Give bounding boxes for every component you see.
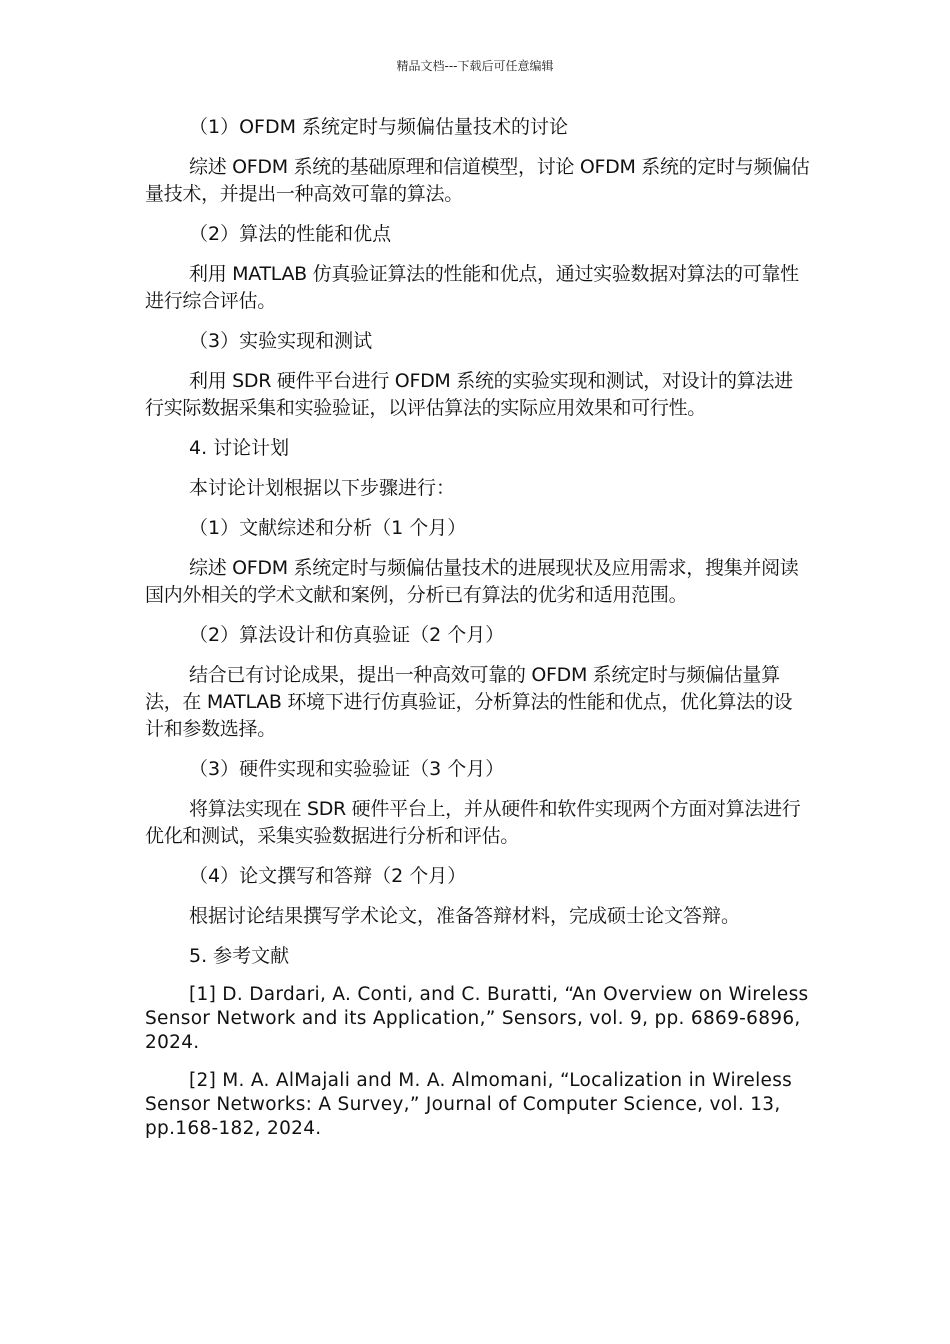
paragraph-2: 利用 MATLAB 仿真验证算法的性能和优点，通过实验数据对算法的可靠性进行综合评估。 bbox=[145, 263, 799, 312]
plan-step-3-text: 将算法实现在 SDR 硬件平台上，并从硬件和软件实现两个方面对算法进行优化和测试，采集实验数据进行分析和评估。 bbox=[145, 798, 801, 847]
section-title-plan: 4. 讨论计划 bbox=[189, 437, 290, 459]
plan-step-2-text: 结合已有讨论成果，提出一种高效可靠的 OFDM 系统定时与频偏估量算法，在 MATLAB 环境下进行仿真验证，分析算法的性能和优点，优化算法的设计和参数选择。 bbox=[145, 664, 793, 740]
plan-step-4-text: 根据讨论结果撰写学术论文，准备答辩材料，完成硕士论文答辩。 bbox=[189, 905, 741, 927]
reference-2: [2] M. A. AlMajali and M. A. Almomani, “Localization in Wireless Sensor Networks: A Survey,” Journal of Computer Science, vol. 13, pp.168-182, 2024. bbox=[145, 1070, 793, 1139]
plan-step-1: （1）文献综述和分析（1 个月） bbox=[189, 517, 467, 539]
page-header: 精品文档---下载后可任意编辑 bbox=[396, 59, 554, 73]
plan-step-3: （3）硬件实现和实验验证（3 个月） bbox=[189, 758, 505, 780]
plan-step-4: （4）论文撰写和答辩（2 个月） bbox=[189, 865, 467, 887]
section-heading-2: （2）算法的性能和优点 bbox=[189, 223, 392, 245]
plan-step-2: （2）算法设计和仿真验证（2 个月） bbox=[189, 624, 505, 646]
section-heading-3: （3）实验实现和测试 bbox=[189, 330, 373, 352]
reference-1: [1] D. Dardari, A. Conti, and C. Buratti, “An Overview on Wireless Sensor Network and its Application,” Sensors, vol. 9, pp. 6869-6896, 2024. bbox=[145, 984, 809, 1053]
paragraph-1: 综述 OFDM 系统的基础原理和信道模型，讨论 OFDM 系统的定时与频偏估量技术，并提出一种高效可靠的算法。 bbox=[145, 156, 810, 205]
section-heading-1: （1）OFDM 系统定时与频偏估量技术的讨论 bbox=[189, 116, 569, 138]
plan-intro: 本讨论计划根据以下步骤进行： bbox=[189, 477, 456, 499]
section-title-references: 5. 参考文献 bbox=[189, 945, 290, 967]
paragraph-3: 利用 SDR 硬件平台进行 OFDM 系统的实验实现和测试，对设计的算法进行实际数据采集和实验验证，以评估算法的实际应用效果和可行性。 bbox=[145, 370, 793, 419]
plan-step-1-text: 综述 OFDM 系统定时与频偏估量技术的进展现状及应用需求，搜集并阅读国内外相关的学术文献和案例，分析已有算法的优劣和适用范围。 bbox=[145, 557, 799, 606]
document-body bbox=[145, 114, 810, 1155]
